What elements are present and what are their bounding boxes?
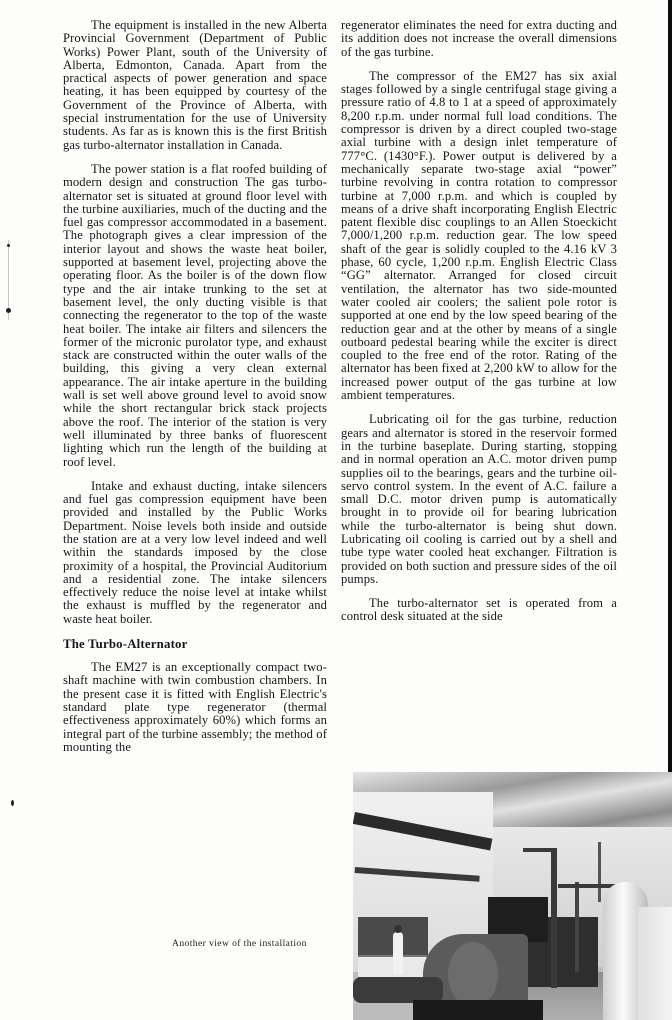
paragraph: The compressor of the EM27 has six axial stages followed by a single centrifugal stage giving a pressure ratio of 4.8 to 1 at a speed of approximately 8,200 r.p.m. under normal full load conditions. The compressor is driven by a direct coupled two-stage axial turbine with a design inlet temperature of 777°C. (1430°F.). Power output is delivered by a mechanically separate two-stage axial “power” turbine revolving in contra rotation to compressor turbine at 7,000 r.p.m. and which is coupled by means of a drive shaft incorporating English Electric patent flexible disc couplings to an Allen Stoeckicht 7,000/1,200 r.p.m. reduction gear. The low speed shaft of the gear is solidly coupled to the 4.16 kV 3 phase, 60 cycle, 1,200 r.p.m. English Electric Class “GG” alternator. Arranged for closed circuit ventilation, the alternator has two side-mounted water cooled air coolers; the salient pole rotor is supported at one end by the low speed bearing of the reduction gear and at the other by means of a single outboard pedestal bearing while the exciter is direct coupled to the free end of the rotor. Rating of the alternator has been fixed at 2,200 kW to allow for the increased power output of the gas turbine at low ambient temperatures.: [341, 68, 617, 403]
photo-operator-head: [394, 925, 402, 933]
section-heading: The Turbo-Alternator: [63, 637, 188, 652]
photo-duct-frame: [575, 882, 579, 972]
paragraph-continuation: regenerator eliminates the need for extra ducting and its addition does not increase the overall dimensions of the gas turbine.: [341, 18, 617, 59]
binding-mark-dot: [7, 244, 10, 247]
paragraph: The power station is a flat roofed building of modern design and construction The gas turbo-alternator set is situated at ground floor level with the turbine auxiliaries, much of the ducting and the fuel gas compressor accommodated in a basement. The photograph gives a clear impression of the interior layout and shows the waste heat boiler, supported at basement level, projecting above the operating floor. As the boiler is of the down flow type and the air intake trunking to the set at basement level, the only ducting visible is that connecting the regenerator to the top of the waste heat boiler. The intake air filters and silencers the former of the micronic purolator type, and exhaust stack are constructed within the outer walls of the building, this giving a very clean external appearance. The air intake aperture in the building wall is set well above ground level to avoid snow while the short rectangular brick stack projects above the roof. The interior of the station is very well illuminated by three banks of fluorescent lighting which run the length of the building at roof level.: [63, 161, 327, 469]
left-column: [63, 19, 327, 765]
paragraph: The turbo-alternator set is operated from a control desk situated at the side: [341, 596, 617, 624]
right-column: [341, 19, 617, 635]
paragraph: The EM27 is an exceptionally compact two-shaft machine with twin combustion chambers. In the present case it is fitted with English Electric's standard plate type regenerator (thermal effectiveness approximately 60%) which forms an integral part of the turbine assembly; the method of mounting the: [63, 660, 327, 754]
photo-boiler-casing: [638, 907, 672, 1020]
photo-foreground: [413, 1000, 543, 1020]
photo-caption: Another view of the installation: [172, 938, 307, 949]
binding-mark-dot: [6, 308, 11, 313]
paragraph: Lubricating oil for the gas turbine, reduction gears and alternator is stored in the reservoir formed in the turbine baseplate. During starting, stopping and in normal operation an A.C. motor driven pump supplies oil to the bearings, gears and the turbine oil-servo control system. In the event of A.C. failure a small D.C. motor driven pump is automatically brought in to provide oil for bearing lubrication while the turbo-alternator is being shut down. Lubricating oil cooling is carried out by a shell and tube type water cooled heat exchanger. Filtration is provided on both suction and pressure sides of the oil pumps.: [341, 412, 617, 586]
photo-operator: [393, 932, 403, 974]
paragraph: The equipment is installed in the new Alberta Provincial Government (Department of Public Works) Power Plant, south of the University of Alberta, Edmonton, Canada. Apart from the practical aspects of power generation and space heating, it has been equipped by courtesy of the Government of the Province of Alberta, with special instrumentation for the use of University students. As far as is known this is the first British gas turbo-alternator installation in Canada.: [63, 18, 327, 152]
photo-alternator-end: [448, 942, 498, 1007]
installation-photo: [353, 772, 672, 1020]
photo-duct-frame: [551, 848, 557, 988]
paragraph: Intake and exhaust ducting, intake silencers and fuel gas compression equipment have been provided and installed by the Public Works Department. Noise levels both inside and outside the station are at a very low level indeed and well within the standards imposed by the close proximity of a hospital, the Provincial Auditorium and a residential zone. The intake silencers effectively reduce the noise level at intake whilst the exhaust is muffled by the regenerator and waste heat boiler.: [63, 478, 327, 626]
photo-duct-frame: [598, 842, 601, 902]
binding-mark-dot: [11, 800, 14, 806]
